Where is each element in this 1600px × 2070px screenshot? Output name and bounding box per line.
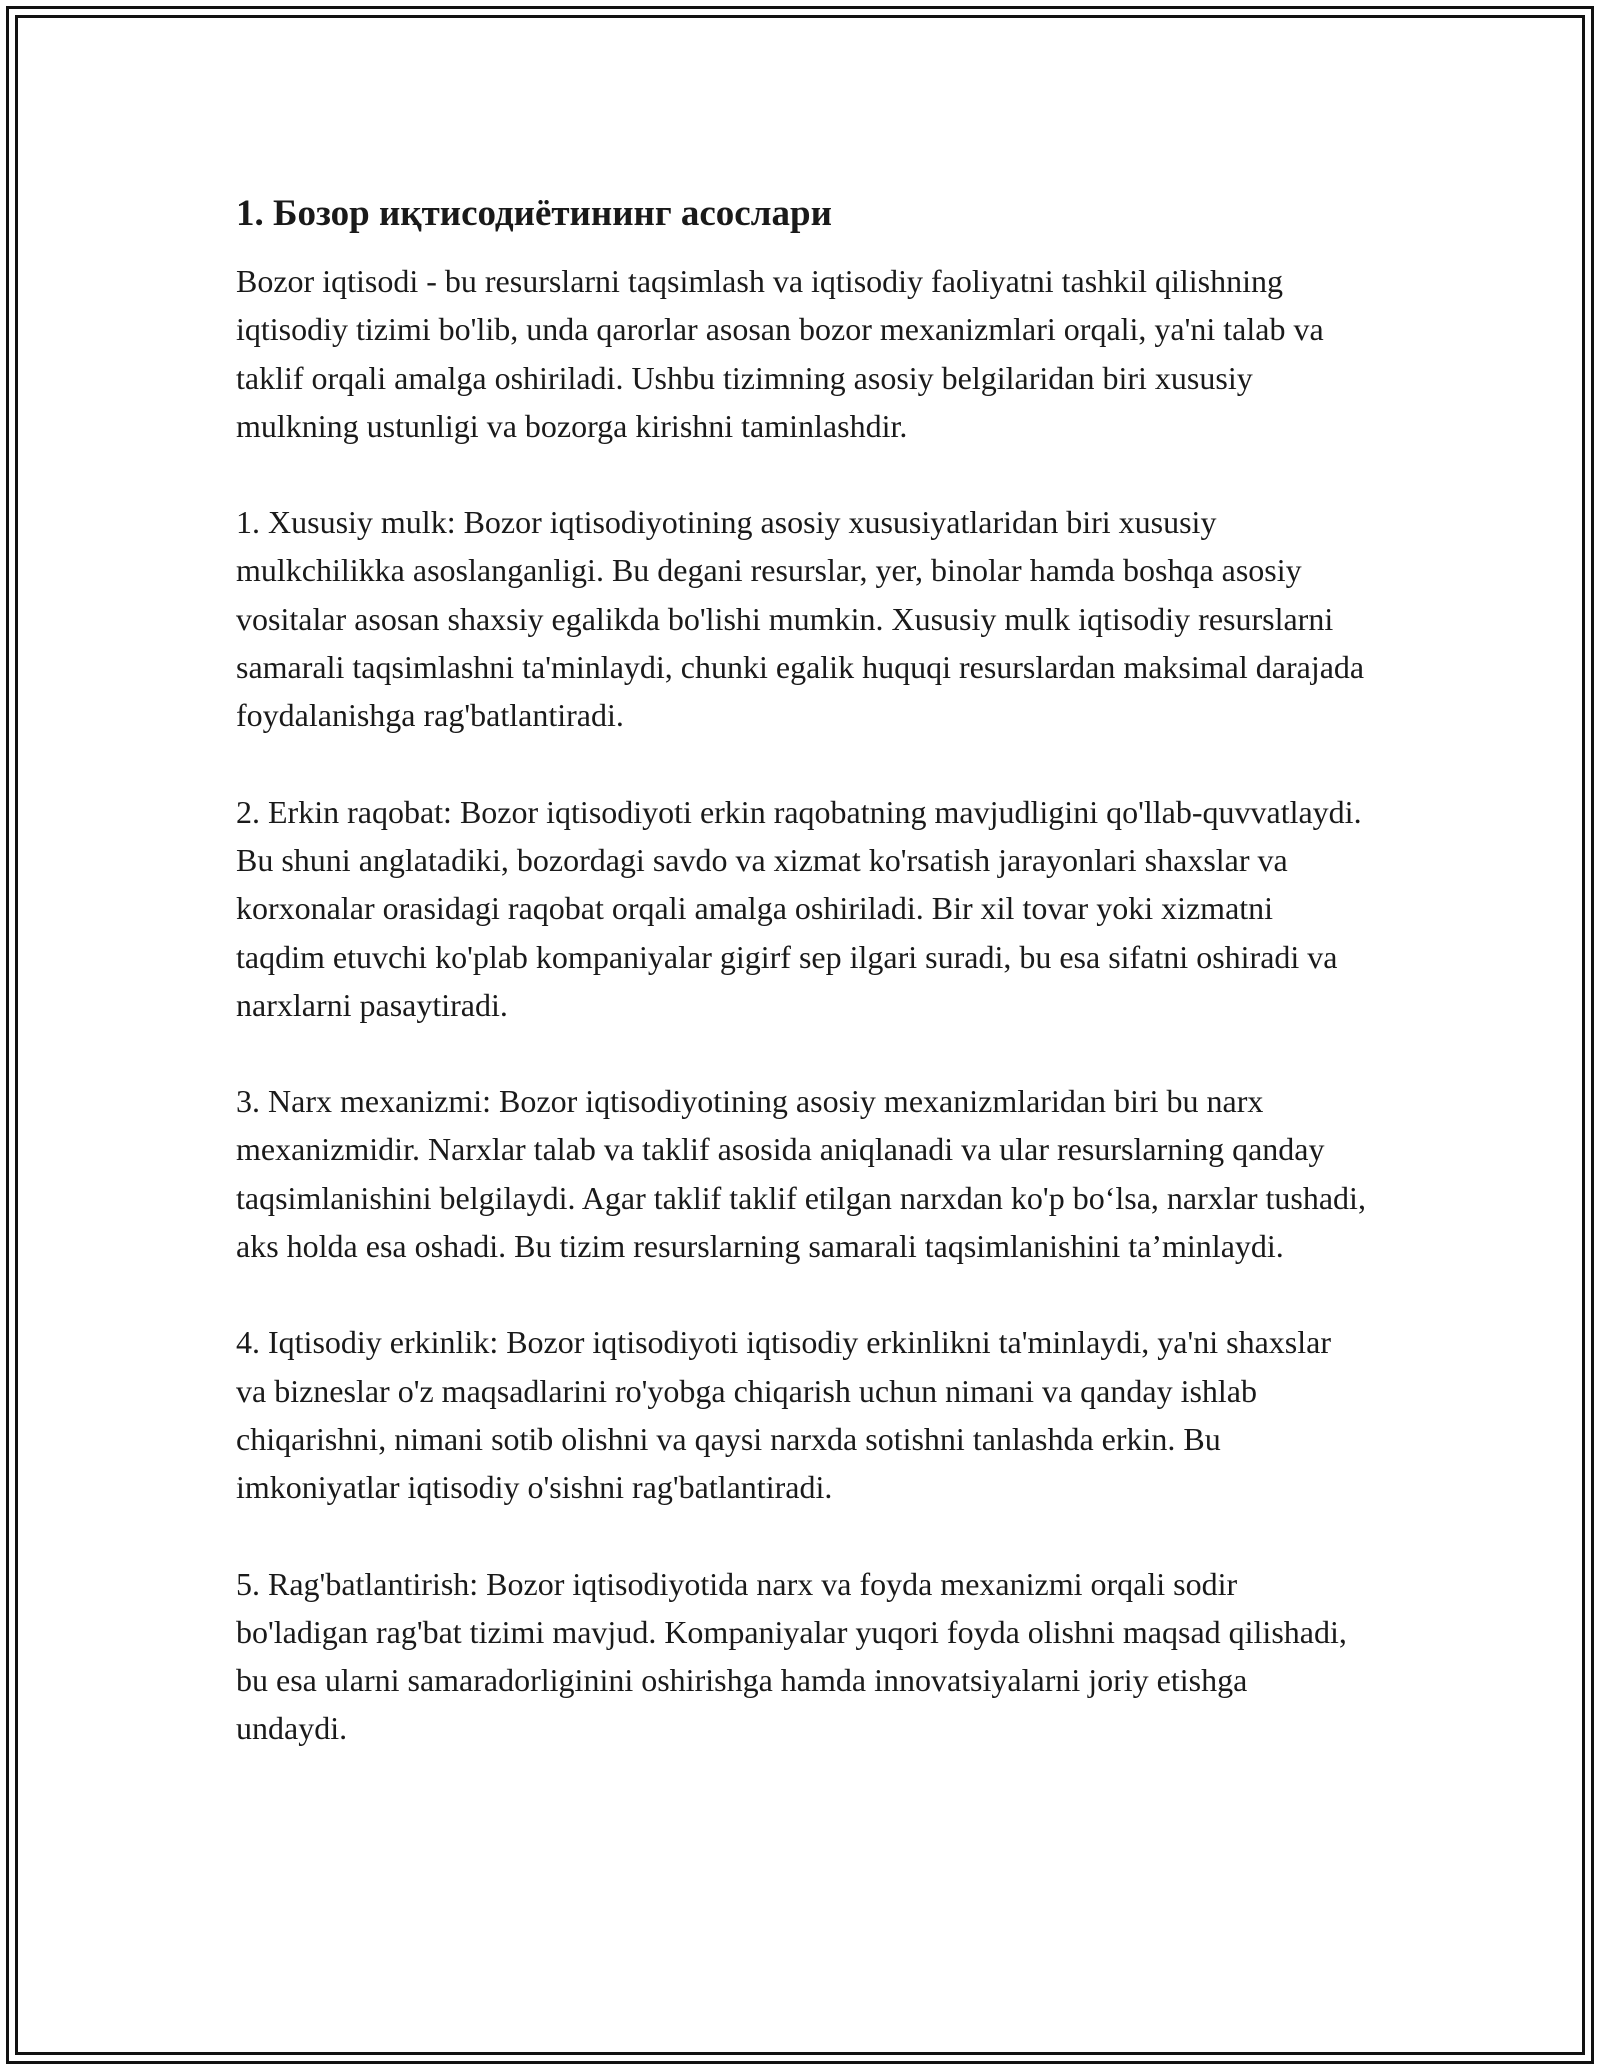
intro-paragraph: Bozor iqtisodi - bu resurslarni taqsimlash va iqtisodiy faoliyatni tashkil qilishning iqtisodiy tizimi bo'lib, unda qarorlar asosan bozor mexanizmlari orqali, ya'ni talab va taklif orqali amalga oshiriladi. Ushbu tizimning asosiy belgilaridan biri xususiy mulkning ustunligi va bozorga kirishni taminlashdir. xyxy=(236,263,1324,444)
paragraph-economic-freedom: 4. Iqtisodiy erkinlik: Bozor iqtisodiyoti iqtisodiy erkinlikni ta'minlaydi, ya'ni shaxslar va bizneslar o'z maqsadlarini ro'yobga chiqarish uchun nimani va qanday ishlab chiqarishni, nimani sotib olishni va qaysi narxda sotishni tanlashda erkin. Bu imkoniyatlar iqtisodiy o'sishni rag'batlantiradi. xyxy=(236,1324,1331,1506)
section-heading: 1. Бозор иқтисодиётининг асослари xyxy=(236,193,832,234)
paragraph-free-competition: 2. Erkin raqobat: Bozor iqtisodiyoti erkin raqobatning mavjudligini qo'llab-quvvatlaydi. Bu shuni anglatadiki, bozordagi savdo va xizmat ko'rsatish jarayonlari shaxslar va korxonalar orasidagi raqobat orqali amalga oshiriladi. Bir xil tovar yoki xizmatni taqdim etuvchi ko'plab kompaniyalar gigirf sep ilgari suradi, bu esa sifatni oshiradi va narxlarni pasaytiradi. xyxy=(236,793,1362,1023)
paragraph-incentives: 5. Rag'batlantirish: Bozor iqtisodiyotida narx va foyda mexanizmi orqali sodir bo'ladigan rag'bat tizimi mavjud. Kompaniyalar yuqori foyda olishni maqsad qilishadi, bu esa ularni samaradorliginini oshirishga hamda innovatsiyalarni joriy etishga undaydi. xyxy=(236,1565,1347,1747)
document-body xyxy=(236,186,1366,1753)
paragraph-private-property: 1. Xususiy mulk: Bozor iqtisodiyotining asosiy xususiyatlaridan biri xususiy mulkchilikka asoslanganligi. Bu degani resurslar, yer, binolar hamda boshqa asosiy vositalar asosan shaxsiy egalikda bo'lishi mumkin. Xususiy mulk iqtisodiy resurslarni samarali taqsimlashni ta'minlaydi, chunki egalik huquqi resurslardan maksimal darajada foydalanishga rag'batlantiradi. xyxy=(236,504,1365,734)
paragraph-price-mechanism: 3. Narx mexanizmi: Bozor iqtisodiyotining asosiy mexanizmlaridan biri bu narx mexanizmidir. Narxlar talab va taklif asosida aniqlanadi va ular resurslarning qanday taqsimlanishini belgilaydi. Agar taklif taklif etilgan narxdan ko'p bo‘lsa, narxlar tushadi, aks holda esa oshadi. Bu tizim resurslarning samarali taqsimlanishini ta’minlaydi. xyxy=(236,1083,1366,1265)
